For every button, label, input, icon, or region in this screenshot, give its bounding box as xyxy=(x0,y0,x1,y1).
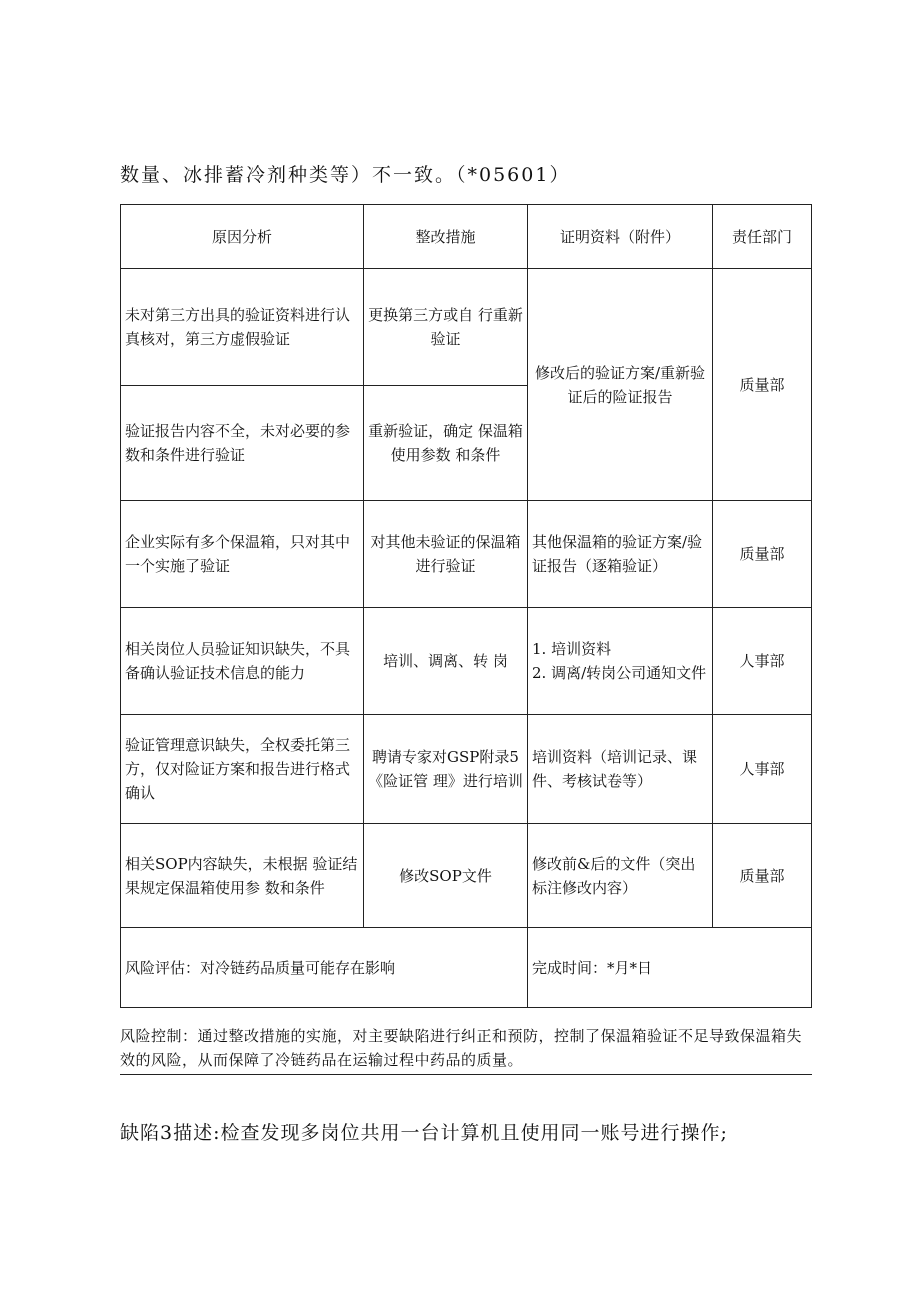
defect-3-description: 缺陷3描述:检查发现多岗位共用一台计算机且使用同一账号进行操作; xyxy=(120,1122,728,1144)
header-evidence: 证明资料（附件） xyxy=(528,205,713,269)
measure-cell: 对其他未验证的保温箱进行验证 xyxy=(364,501,528,608)
table-row xyxy=(121,608,812,715)
header-cause: 原因分析 xyxy=(121,205,364,269)
table-row xyxy=(121,269,812,386)
cause-cell: 企业实际有多个保温箱，只对其中一个实施了验证 xyxy=(121,501,364,608)
evidence-cell: 修改前&后的文件（突出标注修改内容） xyxy=(528,824,713,928)
evidence-cell: 培训资料（培训记录、课件、考核试卷等） xyxy=(528,715,713,824)
dept-cell: 质量部 xyxy=(713,824,812,928)
evidence-line: 1. 培训资料 xyxy=(532,640,612,658)
risk-assessment-cell: 风险评估：对冷链药品质量可能存在影响 xyxy=(121,928,528,1008)
table-header-row xyxy=(121,205,812,269)
divider xyxy=(120,1074,812,1075)
risk-control-paragraph: 风险控制：通过整改措施的实施，对主要缺陷进行纠正和预防，控制了保温箱验证不足导致保温箱失效的风险，从而保障了冷链药品在运输过程中药品的质量。 xyxy=(120,1027,803,1069)
dept-cell: 质量部 xyxy=(713,501,812,608)
table-footer-row xyxy=(121,928,812,1008)
measure-cell: 修改SOP文件 xyxy=(364,824,528,928)
evidence-cell: 其他保温箱的验证方案/验证报告（逐箱验证） xyxy=(528,501,713,608)
evidence-line: 2. 调离/转岗公司通知文件 xyxy=(532,664,707,682)
header-dept: 责任部门 xyxy=(713,205,812,269)
intro-line: 数量、冰排蓄冷剂种类等）不一致。（*05601） xyxy=(120,164,571,186)
cause-cell: 验证报告内容不全，未对必要的参数和条件进行验证 xyxy=(121,386,364,501)
measure-cell: 重新验证，确定 保温箱使用参数 和条件 xyxy=(364,386,528,501)
header-measure: 整改措施 xyxy=(364,205,528,269)
cause-cell: 未对第三方出具的验证资料进行认真核对，第三方虚假验证 xyxy=(121,269,364,386)
evidence-cell xyxy=(528,608,713,715)
dept-cell: 人事部 xyxy=(713,715,812,824)
rectification-table xyxy=(120,204,812,1008)
cause-cell: 验证管理意识缺失，全权委托第三方，仅对险证方案和报告进行格式确认 xyxy=(121,715,364,824)
cause-cell: 相关SOP内容缺失，未根据 验证结果规定保温箱使用参 数和条件 xyxy=(121,824,364,928)
table-row xyxy=(121,824,812,928)
measure-cell: 培训、调离、转 岗 xyxy=(364,608,528,715)
measure-cell: 更换第三方或自 行重新验证 xyxy=(364,269,528,386)
evidence-cell-merged: 修改后的验证方案/重新验证后的险证报告 xyxy=(528,269,713,501)
table-row xyxy=(121,501,812,608)
table-row xyxy=(121,715,812,824)
dept-cell: 人事部 xyxy=(713,608,812,715)
dept-cell-merged: 质量部 xyxy=(713,269,812,501)
measure-cell: 聘请专家对GSP附录5《险证管 理》进行培训 xyxy=(364,715,528,824)
cause-cell: 相关岗位人员验证知识缺失，不具备确认验证技术信息的能力 xyxy=(121,608,364,715)
completion-time-cell: 完成时间：*月*日 xyxy=(528,928,812,1008)
